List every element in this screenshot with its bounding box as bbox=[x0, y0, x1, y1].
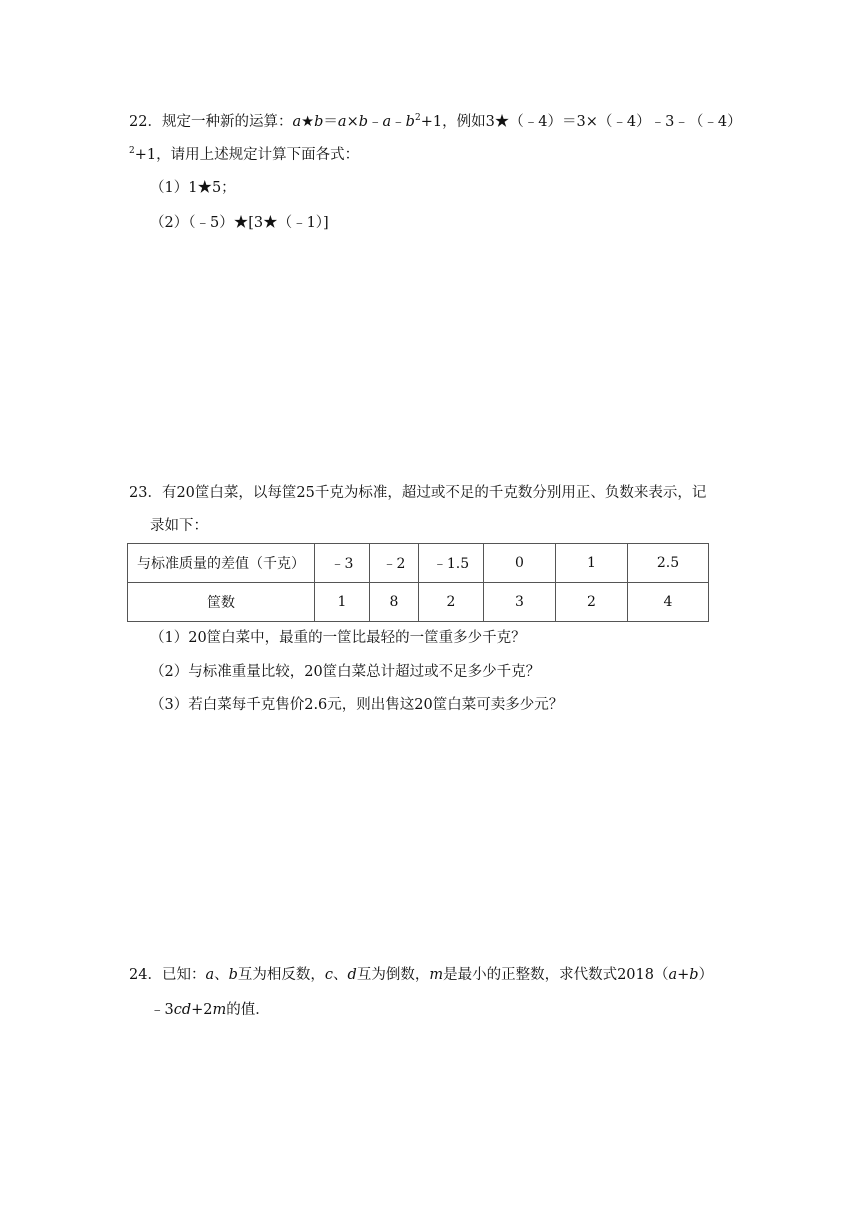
table-cell: ﹣1.5 bbox=[419, 544, 484, 583]
table-cell: 2 bbox=[419, 583, 484, 622]
q23-part-1: （1）20筐白菜中，最重的一筐比最轻的一筐重多少千克？ bbox=[150, 630, 526, 646]
q23-line-2: 录如下： bbox=[150, 518, 208, 534]
q24-line-1: 24．已知：a、b互为相反数，c、d互为倒数，m是最小的正整数，求代数式2018（a+b） bbox=[129, 967, 714, 983]
table-cell: 3 bbox=[484, 583, 556, 622]
table-cell: 2.5 bbox=[628, 544, 709, 583]
q24-line-2: ﹣3cd+2m的值． bbox=[150, 1002, 270, 1018]
table-cell: 2 bbox=[556, 583, 628, 622]
q23-part-3: （3）若白菜每千克售价2.6元，则出售这20筐白菜可卖多少元？ bbox=[150, 697, 564, 713]
table-cell: 0 bbox=[484, 544, 556, 583]
table-cell: 8 bbox=[370, 583, 419, 622]
table-cell: ﹣2 bbox=[370, 544, 419, 583]
q23-part-2: （2）与标准重量比较，20筐白菜总计超过或不足多少千克？ bbox=[150, 664, 541, 680]
table-cell: 4 bbox=[628, 583, 709, 622]
q22-part-1: （1）1★5； bbox=[150, 180, 236, 196]
table-row bbox=[128, 544, 709, 583]
q22-line-1: 22．规定一种新的运算：$a★b=a\times b﹣a﹣b^2+1$，例如3★（﹣4）＝3×（﹣4）﹣3﹣（﹣4） bbox=[129, 113, 742, 130]
table-cell: 1 bbox=[556, 544, 628, 583]
table-cell: 1 bbox=[315, 583, 370, 622]
table-row bbox=[128, 583, 709, 622]
q22-line-2: $^2$+1，请用上述规定计算下面各式： bbox=[129, 146, 360, 163]
q22-part-2: （2）（﹣5）★[3★（﹣1）] bbox=[150, 215, 329, 231]
table-header-cell: 筐数 bbox=[128, 583, 315, 622]
weight-difference-table bbox=[127, 543, 709, 622]
table-header-cell: 与标准质量的差值（千克） bbox=[128, 544, 315, 583]
table-cell: ﹣3 bbox=[315, 544, 370, 583]
q23-line-1: 23．有20筐白菜，以每筐25千克为标准，超过或不足的千克数分别用正、负数来表示，记 bbox=[129, 485, 707, 501]
